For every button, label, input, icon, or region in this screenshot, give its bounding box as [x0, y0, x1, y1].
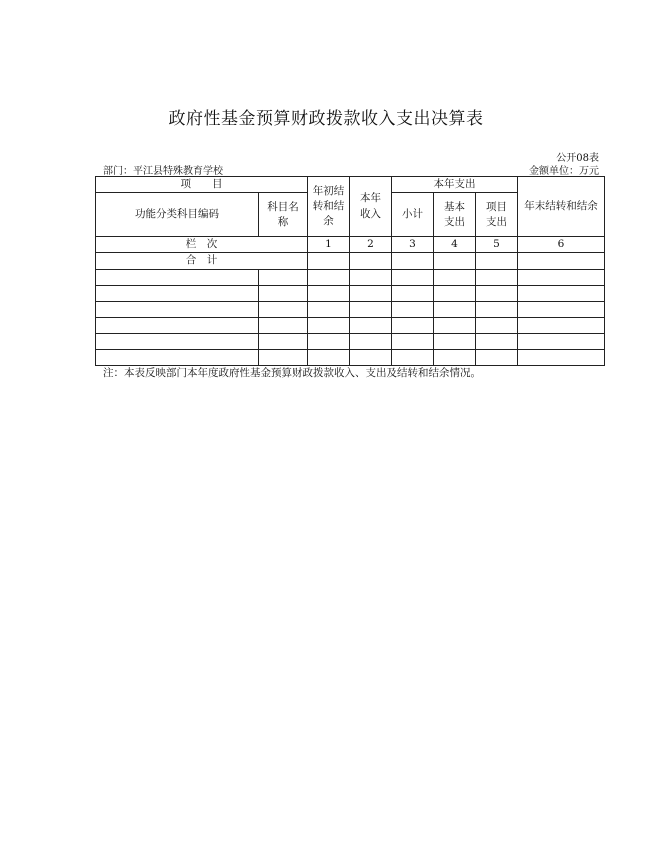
form-number: 公开08表 — [556, 153, 599, 164]
table-cell — [518, 317, 605, 333]
table-cell — [96, 317, 259, 333]
table-cell — [350, 269, 392, 285]
table-cell — [392, 253, 434, 269]
table-cell — [350, 333, 392, 349]
column-label: 栏 次 — [96, 237, 308, 253]
table-cell — [392, 333, 434, 349]
total-label: 合 计 — [96, 253, 308, 269]
table-cell — [518, 269, 605, 285]
table-cell — [96, 285, 259, 301]
header-begin-balance: 年初结转和结余 — [308, 177, 350, 237]
table-cell — [476, 301, 518, 317]
table-cell — [392, 349, 434, 365]
table-cell — [308, 269, 350, 285]
table-cell — [350, 349, 392, 365]
table-cell — [518, 333, 605, 349]
table-cell — [518, 301, 605, 317]
table-cell — [434, 269, 476, 285]
table-cell — [259, 317, 308, 333]
table-cell — [392, 285, 434, 301]
header-row-1 — [96, 177, 605, 193]
header-income: 本年收入 — [350, 177, 392, 237]
table-cell — [518, 285, 605, 301]
table-cell — [476, 269, 518, 285]
table-cell — [259, 333, 308, 349]
table-cell — [434, 349, 476, 365]
header-subject-name: 科目名称 — [259, 193, 308, 237]
header-basic-expense: 基本支出 — [434, 193, 476, 237]
table-cell — [350, 301, 392, 317]
table-cell — [434, 253, 476, 269]
table-row — [96, 301, 605, 317]
table-cell — [259, 301, 308, 317]
table-cell — [259, 349, 308, 365]
header-subtotal: 小计 — [392, 193, 434, 237]
table-cell — [350, 253, 392, 269]
table-cell — [434, 301, 476, 317]
table-row — [96, 333, 605, 349]
header-item: 项 目 — [96, 177, 308, 193]
table-note: 注：本表反映部门本年度政府性基金预算财政拨款收入、支出及结转和结余情况。 — [103, 367, 481, 379]
column-number-row — [96, 237, 605, 253]
table-cell — [434, 317, 476, 333]
table-cell — [518, 349, 605, 365]
table-cell — [308, 333, 350, 349]
header-expense-group: 本年支出 — [392, 177, 518, 193]
table-cell — [259, 285, 308, 301]
budget-table — [95, 176, 605, 366]
column-number: 6 — [518, 237, 605, 253]
table-cell — [96, 333, 259, 349]
table-cell — [96, 349, 259, 365]
table-cell — [308, 253, 350, 269]
column-number: 3 — [392, 237, 434, 253]
table-cell — [476, 317, 518, 333]
column-number: 4 — [434, 237, 476, 253]
header-func-code: 功能分类科目编码 — [96, 193, 259, 237]
table-cell — [392, 269, 434, 285]
table-row — [96, 285, 605, 301]
table-cell — [434, 333, 476, 349]
table-cell — [476, 285, 518, 301]
table-cell — [518, 253, 605, 269]
table-row — [96, 269, 605, 285]
report-title: 政府性基金预算财政拨款收入支出决算表 — [168, 109, 484, 129]
department-label: 部门：平江县特殊教育学校 — [103, 166, 223, 177]
table-cell — [434, 285, 476, 301]
table-cell — [308, 301, 350, 317]
table-cell — [476, 253, 518, 269]
total-row — [96, 253, 605, 269]
table-cell — [392, 301, 434, 317]
table-cell — [96, 269, 259, 285]
table-cell — [308, 285, 350, 301]
table-row — [96, 349, 605, 365]
table-cell — [96, 301, 259, 317]
column-number: 1 — [308, 237, 350, 253]
column-number: 2 — [350, 237, 392, 253]
table-row — [96, 317, 605, 333]
table-cell — [308, 349, 350, 365]
column-number: 5 — [476, 237, 518, 253]
table-cell — [476, 349, 518, 365]
amount-unit-label: 金额单位：万元 — [529, 166, 599, 177]
table-cell — [392, 317, 434, 333]
table-cell — [308, 317, 350, 333]
table-cell — [350, 317, 392, 333]
table-cell — [476, 333, 518, 349]
header-project-expense: 项目支出 — [476, 193, 518, 237]
table-cell — [350, 285, 392, 301]
table-cell — [259, 269, 308, 285]
header-end-balance: 年末结转和结余 — [518, 177, 605, 237]
